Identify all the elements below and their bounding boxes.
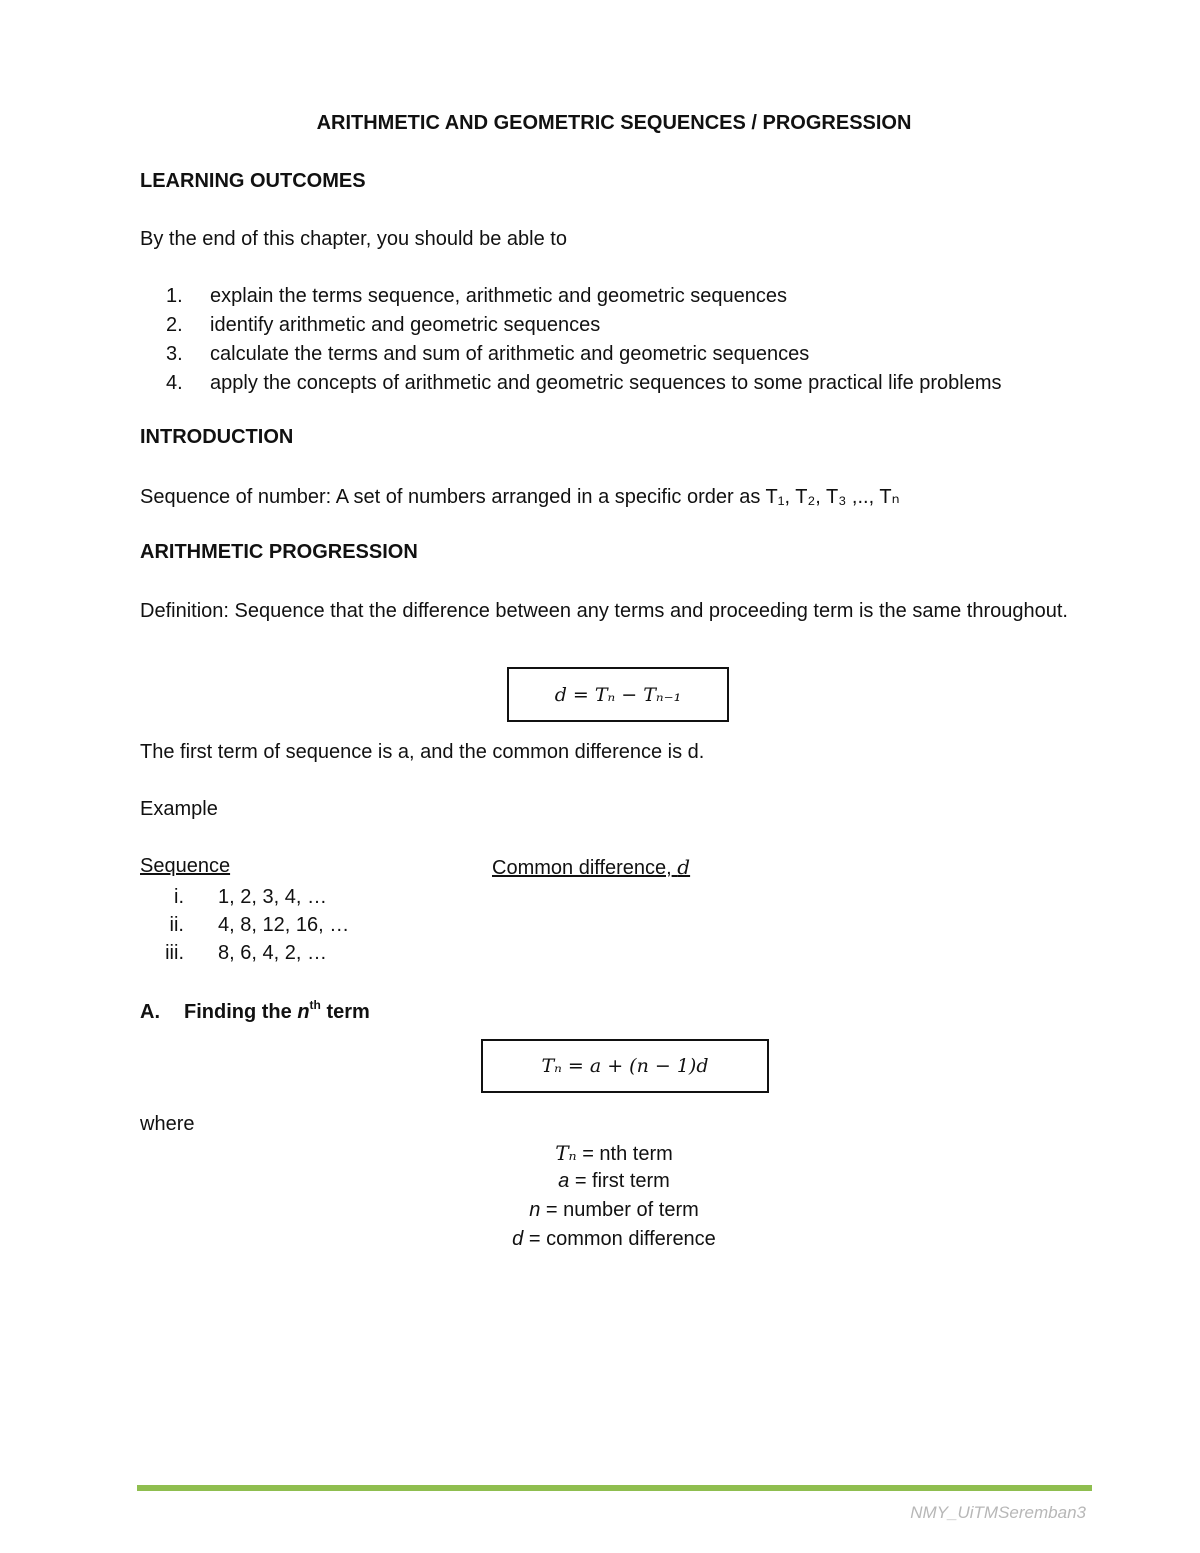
where-description: = nth term — [576, 1143, 673, 1165]
list-item-number: 4. — [166, 372, 183, 394]
list-item — [166, 371, 1002, 400]
list-item-text: explain the terms sequence, arithmetic and geometric sequences — [210, 285, 787, 307]
where-symbol: a — [558, 1170, 570, 1192]
arithmetic-definition: Definition: Sequence that the difference between any terms and proceeding term is the same throughout. — [140, 600, 1068, 622]
example-roman-numeral: i. — [174, 886, 184, 908]
list-item-number: 1. — [166, 285, 183, 307]
list-item — [0, 1199, 1200, 1222]
where-label: where — [140, 1113, 195, 1135]
page-title: ARITHMETIC AND GEOMETRIC SEQUENCES / PROGRESSION — [316, 112, 912, 134]
list-item — [166, 284, 1002, 313]
list-item — [166, 342, 1002, 371]
table-row — [142, 884, 327, 910]
where-symbol: d — [512, 1228, 524, 1250]
nth-term-formula-box — [481, 1039, 769, 1093]
where-description: = first term — [569, 1170, 670, 1192]
list-item — [0, 1170, 1200, 1193]
common-difference-formula: d = Tₙ − Tₙ₋₁ — [554, 683, 682, 706]
table-row — [142, 912, 349, 938]
list-item-text: identify arithmetic and geometric sequences — [210, 314, 601, 336]
nth-term-heading-n: n — [297, 1001, 310, 1023]
where-description: = number of term — [540, 1199, 699, 1221]
common-difference-header-text: Common difference, — [492, 857, 672, 879]
where-symbol: n — [529, 1199, 541, 1221]
list-item — [0, 1141, 1200, 1166]
list-item — [0, 1228, 1200, 1251]
list-item-text: apply the concepts of arithmetic and geometric sequences to some practical life problems — [210, 372, 1002, 394]
where-description: = common difference — [523, 1228, 716, 1250]
sequence-definition: Sequence of number: A set of numbers arranged in a specific order as T₁, T₂, T₃ ,.., Tₙ — [140, 486, 900, 508]
example-sequence: 4, 8, 12, 16, … — [218, 914, 350, 936]
common-difference-symbol: d — [677, 855, 691, 879]
list-item-number: 3. — [166, 343, 183, 365]
list-item-number: 2. — [166, 314, 183, 336]
example-label: Example — [140, 798, 218, 820]
list-item — [166, 313, 1002, 342]
example-roman-numeral: ii. — [169, 914, 184, 936]
example-sequence: 8, 6, 4, 2, … — [218, 942, 327, 964]
nth-term-heading-pre: Finding the — [184, 1001, 292, 1023]
footer-text: NMY_UiTMSeremban3 — [910, 1503, 1086, 1522]
introduction-heading: INTRODUCTION — [140, 426, 294, 448]
nth-term-heading-sup: th — [309, 998, 321, 1012]
learning-outcomes-intro: By the end of this chapter, you should be able to — [140, 228, 567, 250]
example-sequence: 1, 2, 3, 4, … — [218, 886, 327, 908]
section-letter: A. — [140, 1001, 160, 1023]
nth-term-heading-post: term — [326, 1001, 370, 1023]
learning-outcomes-heading: LEARNING OUTCOMES — [140, 170, 366, 192]
nth-term-formula: Tₙ = a + (n − 1)d — [541, 1055, 709, 1077]
arithmetic-progression-heading: ARITHMETIC PROGRESSION — [140, 541, 418, 563]
where-symbol: Tₙ — [555, 1141, 577, 1165]
common-difference-column-header — [492, 855, 690, 880]
list-item-text: calculate the terms and sum of arithmetic and geometric sequences — [210, 343, 810, 365]
nth-term-heading — [140, 998, 370, 1024]
example-roman-numeral: iii. — [165, 942, 184, 964]
first-term-note: The first term of sequence is a, and the common difference is d. — [140, 741, 705, 763]
sequence-column-header: Sequence — [140, 855, 231, 877]
learning-outcomes-list — [166, 284, 1002, 400]
footer-divider — [137, 1485, 1092, 1491]
common-difference-formula-box — [507, 667, 729, 722]
table-row — [142, 940, 327, 966]
